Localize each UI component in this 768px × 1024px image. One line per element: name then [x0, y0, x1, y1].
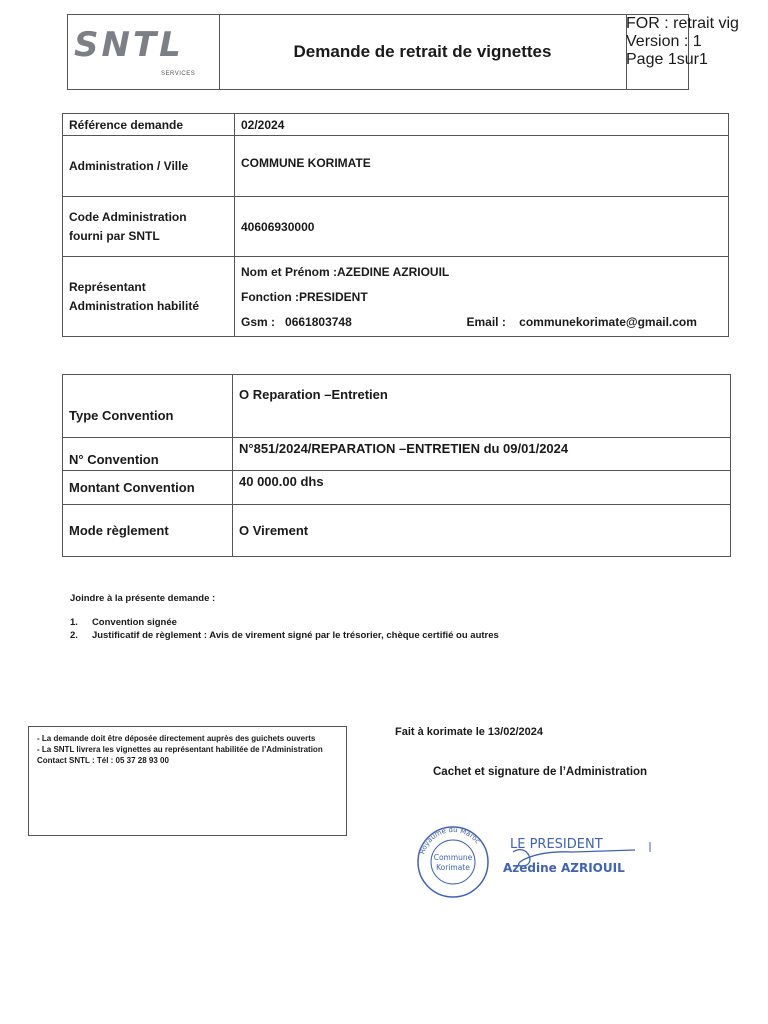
convention-number-value: N°851/2024/REPARATION –ENTRETIEN du 09/01/2024 [233, 438, 731, 471]
table-row [63, 136, 729, 197]
representative-name: Nom et Prénom :AZEDINE AZRIOUIL [241, 265, 450, 279]
amount-value: 40 000.00 dhs [233, 471, 731, 505]
table-row [63, 375, 731, 438]
reference-value: 02/2024 [235, 114, 729, 136]
stamp-center-line1: Commune [433, 853, 473, 862]
document-header [67, 14, 739, 90]
document-title: Demande de retrait de vignettes [219, 15, 627, 89]
representative-value [235, 257, 729, 337]
cachet-label: Cachet et signature de l’Administration [433, 766, 648, 778]
table-row [63, 471, 731, 505]
form-version: Version : 1 [626, 33, 702, 50]
official-stamp [413, 822, 683, 902]
representative-contact: Gsm : 0661803748 Email : communekorimate@gmail.com [241, 315, 697, 329]
notes-box [28, 726, 347, 836]
gsm-value: 0661803748 [285, 315, 352, 329]
table-row [63, 197, 729, 257]
amount-label: Montant Convention [63, 471, 233, 505]
table-row [63, 257, 729, 337]
document-meta [626, 15, 756, 89]
table-row [63, 505, 731, 557]
contact-line: Contact SNTL : Tél : 05 37 28 93 00 [37, 756, 169, 765]
code-value: 40606930000 [235, 197, 729, 257]
form-reference: FOR : retrait vig [626, 15, 739, 32]
request-table [62, 113, 729, 337]
table-row [63, 114, 729, 136]
page-number: Page 1sur1 [626, 51, 708, 68]
note-line: - La SNTL livrera les vignettes au représentant habilitée de l’Administration [37, 745, 323, 754]
stamp-center-line2: Korimate [436, 863, 470, 872]
type-convention-value: O Reparation –Entretien [233, 375, 731, 438]
convention-table [62, 374, 731, 557]
note-line: - La demande doit être déposée directement auprès des guichets ouverts [37, 734, 316, 743]
type-convention-label: Type Convention [63, 375, 233, 438]
payment-mode-label: Mode règlement [63, 505, 233, 557]
logo-cell [68, 15, 220, 89]
signature-name: Azedine AZRIOUIL [503, 861, 625, 875]
email-value: communekorimate@gmail.com [519, 315, 697, 329]
representative-function: Fonction :PRESIDENT [241, 290, 368, 304]
attachments-intro: Joindre à la présente demande : [70, 593, 216, 604]
sntl-logo: SNTL [74, 25, 184, 65]
administration-label: Administration / Ville [63, 136, 235, 197]
place-date: Fait à korimate le 13/02/2024 [395, 726, 543, 738]
administration-value: COMMUNE KORIMATE [235, 136, 729, 197]
signature-title: LE PRESIDENT [510, 837, 603, 852]
reference-label: Référence demande [63, 114, 235, 136]
payment-mode-value: O Virement [233, 505, 731, 557]
table-row [63, 438, 731, 471]
convention-number-label: N° Convention [63, 438, 233, 471]
code-label: Code Administration fourni par SNTL [63, 197, 235, 257]
attachment-item-2: 2. Justificatif de règlement : Avis de virement signé par le trésorier, chèque certifié ou autres [70, 630, 499, 641]
representative-label: Représentant Administration habilité [63, 257, 235, 337]
logo-subtitle: SERVICES [161, 71, 196, 77]
attachment-item-1: 1. Convention signée [70, 617, 177, 628]
stamp-ring-text: Royaume du Maroc [418, 825, 482, 856]
